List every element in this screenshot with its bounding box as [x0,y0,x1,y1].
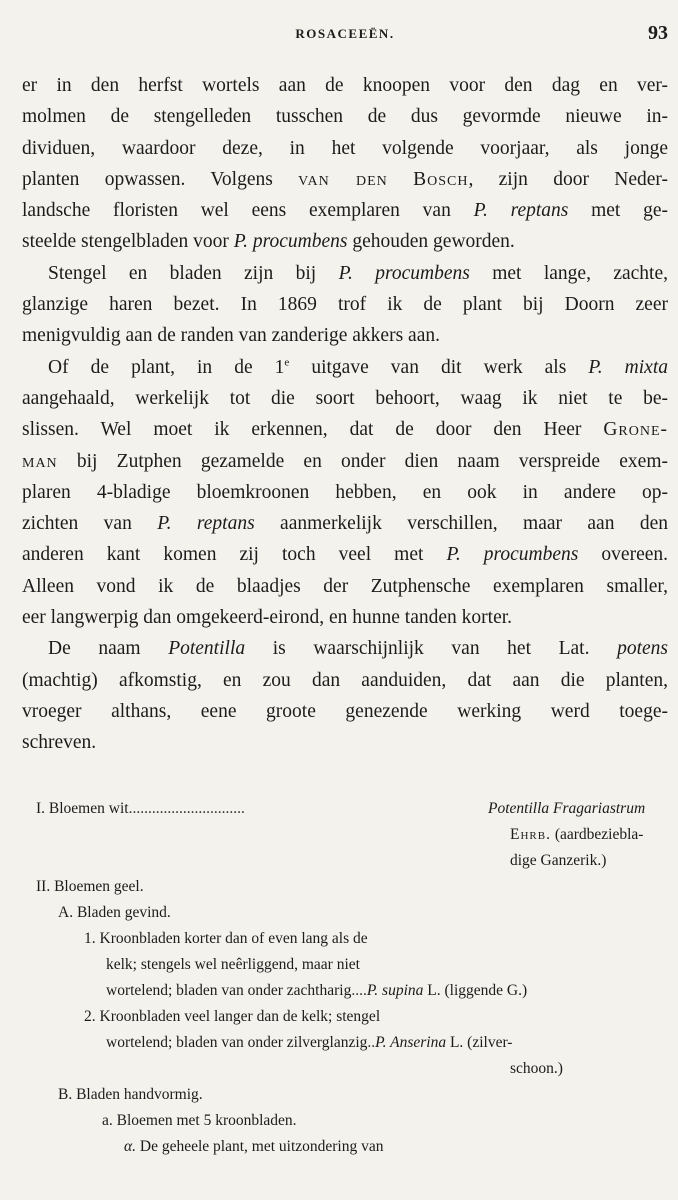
key-entry: a. Bloemen met 5 kroonbladen. [102,1112,297,1129]
text-span: wortelend; bladen van onder zachtharig [106,982,352,999]
text-line: schreven. [22,732,97,754]
identification-key [22,796,668,1160]
text-line: vroeger althans, eene groote genezende werking werd toege- [22,700,668,722]
species-name: P. mixta [588,356,669,378]
text-span: met ge- [568,200,668,222]
text-span: uitgave van dit werk als [289,356,589,378]
page-number: 93 [648,22,668,44]
text-span: bij Zutphen gezamelde en onder dien naam verspreide exem- [57,450,668,472]
common-name: (aardbeziebla- [550,826,644,843]
text-span: aanmerkelijk verschillen, maar aan den [254,513,668,535]
author-name: van den [298,168,388,190]
species-name: P. reptans [473,200,569,222]
key-entry-continuation [22,822,668,848]
running-title: ROSACEEËN. [295,26,395,41]
dot-leader: .............................. [128,800,245,817]
author-name: man [22,450,58,472]
book-page [22,0,670,1200]
text-line [22,539,668,570]
text-span: De geheele plant, met uitzondering van [136,1138,384,1155]
text-span: De naam [48,638,169,660]
key-label: α. [124,1138,137,1155]
species-name: P. supina [366,982,424,999]
genus-name: Potentilla [168,638,246,660]
text-line: glanzige haren bezet. In 1869 trof ik de plant bij Doorn zeer [22,294,668,316]
running-head [22,22,668,44]
text-line: aangehaald, werkelijk tot die soort behoort, waag ik niet te be- [22,387,668,409]
text-line: plaren 4-bladige bloemkroonen hebben, en ook in andere op- [22,481,668,503]
key-entry: 2. Kroonbladen veel langer dan de kelk; stengel [84,1008,381,1025]
dot-leader: .. [367,1034,376,1051]
key-entry: II. Bloemen geel. [36,878,144,895]
authority: Ehrb. [510,826,551,843]
text-line [22,633,668,664]
text-span: slissen. Wel moet ik erkennen, dat de door den Heer [22,419,604,441]
text-span: steelde stengelbladen voor [22,231,234,253]
text-span: wortelend; bladen van onder zilverglanzig [106,1034,368,1051]
key-entry: 1. Kroonbladen korter dan of even lang als de [84,930,368,947]
text-line [22,258,668,289]
text-line: dividuen, waardoor deze, in het volgende voorjaar, als jonge [22,137,668,159]
text-line: (machtig) afkomstig, en zou dan aanduiden, dat aan die planten, [22,669,668,691]
text-line: menigvuldig aan de randen van zanderige akkers aan. [22,325,440,347]
text-line: eer langwerpig dan omgekeerd-eirond, en hunne tanden korter. [22,607,513,629]
text-span: landsche floristen wel eens exemplaren van [22,200,474,222]
species-name: P. procumbens [233,231,348,253]
text-line [22,226,668,257]
text-line: molmen de stengelleden tusschen de dus gevormde nieuwe in- [22,106,668,128]
text-span [388,169,413,190]
text-line [22,195,668,226]
key-entry-continuation: schoon.) [510,1060,563,1077]
species-name: P. Anserina [375,1034,447,1051]
dot-leader: .... [351,982,367,999]
text-span: , zijn door Neder- [468,168,668,190]
text-line [22,508,668,539]
key-entry [22,1134,668,1160]
key-label: I. Bloemen wit [36,800,129,817]
text-line [22,352,668,383]
key-result [488,796,645,822]
text-line [22,414,668,445]
key-entry [22,796,668,822]
text-span: is waarschijnlijk van het Lat. [245,638,618,660]
body-text [22,70,668,759]
authority: L. (zilver- [446,1034,513,1051]
key-entry-continuation [22,1030,668,1056]
text-line [22,446,668,477]
text-span: met lange, zachte, [469,262,668,284]
species-name: P. reptans [157,513,255,535]
key-entry: A. Bladen gevind. [58,904,171,921]
superscript: e [284,356,290,369]
common-name: dige Ganzerik.) [510,852,607,869]
key-entry: B. Bladen handvormig. [58,1086,203,1103]
text-line [22,164,668,195]
text-span: overeen. [578,544,669,566]
key-entry-continuation [22,978,668,1004]
text-line: Alleen vond ik de blaadjes der Zutphensche exemplaren smaller, [22,575,668,597]
authority: L. (liggende G.) [423,982,528,999]
author-name: Bosch [413,168,469,190]
text-span: Stengel en bladen zijn bij [48,262,339,284]
author-name: Grone- [603,419,668,441]
text-span: gehouden geworden. [347,231,515,253]
text-span: Of de plant, in de 1 [48,356,285,378]
species-name: Potentilla Fragariastrum [488,800,646,817]
latin-word: potens [617,638,669,660]
key-entry-continuation: kelk; stengels wel neêrliggend, maar niet [106,956,360,973]
text-span: planten opwassen. Volgens [22,168,299,190]
text-span: anderen kant komen zij toch veel met [22,544,447,566]
species-name: P. procumbens [338,262,470,284]
species-name: P. procumbens [446,544,579,566]
key-entry-continuation [22,848,668,874]
text-line: er in den herfst wortels aan de knoopen voor den dag en ver- [22,75,668,96]
text-span: zichten van [22,513,158,535]
